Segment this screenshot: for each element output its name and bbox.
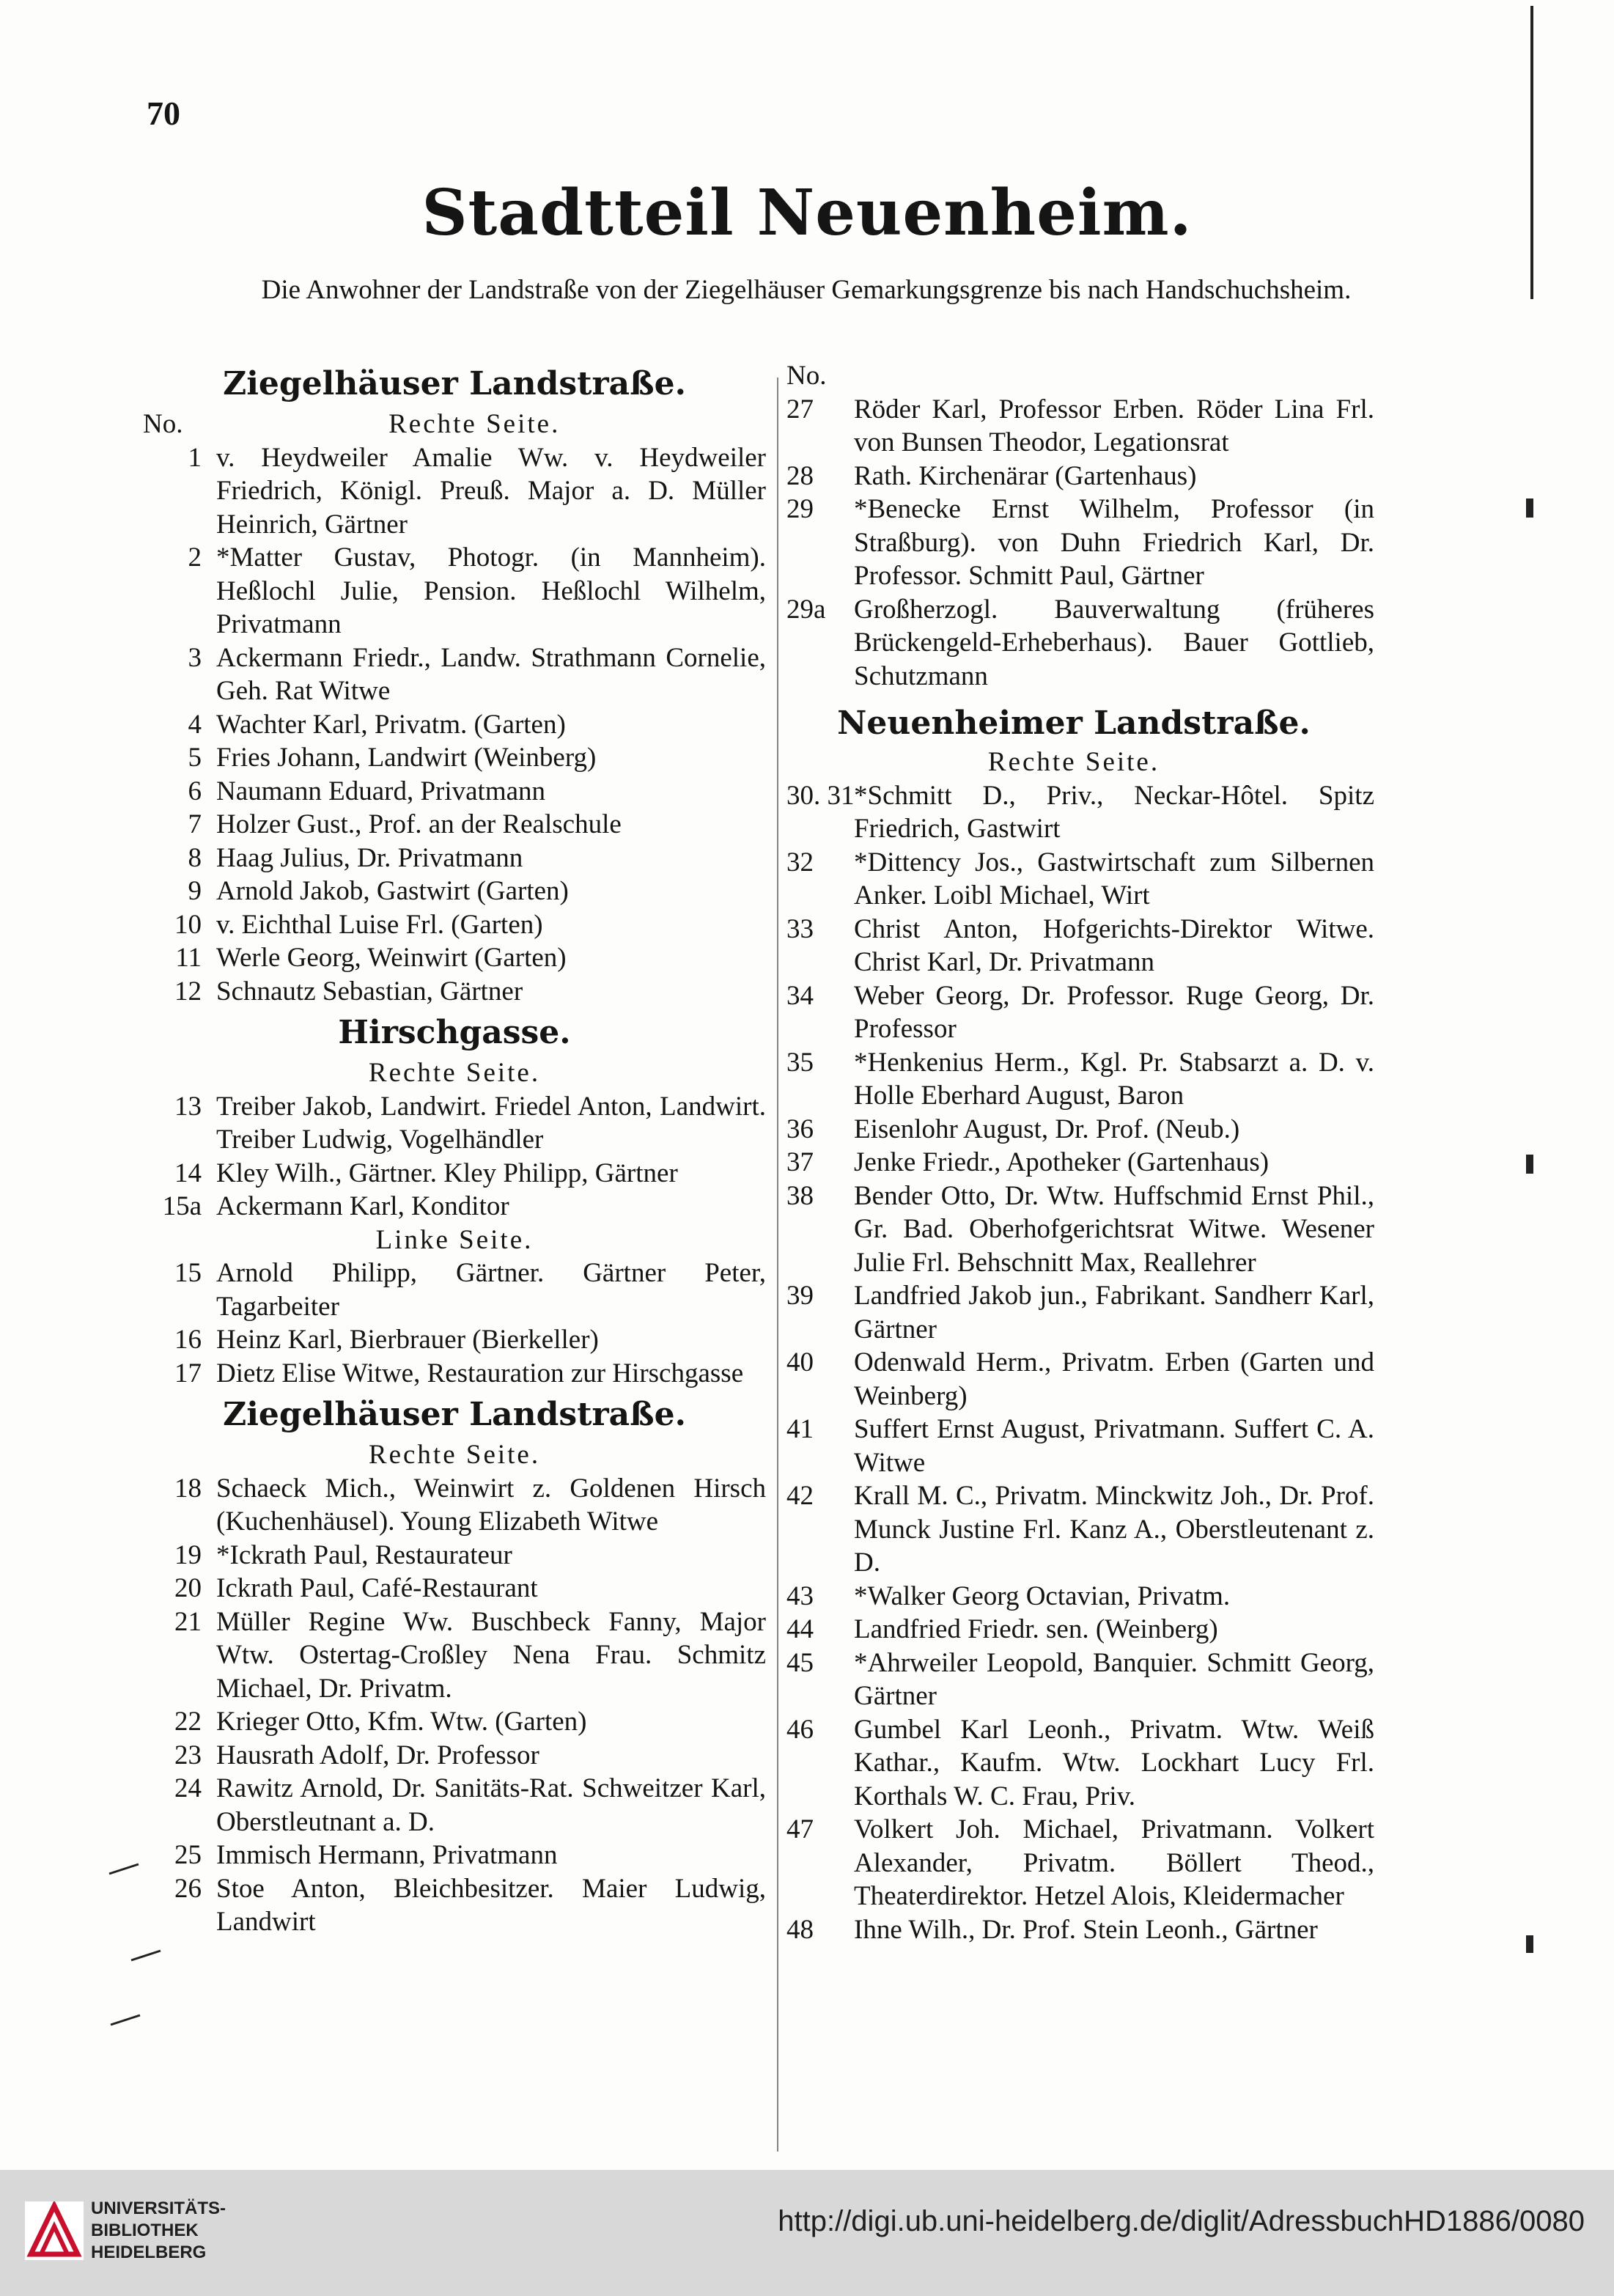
list-item xyxy=(773,1113,1374,1147)
list-item xyxy=(773,593,1374,693)
list-item xyxy=(143,1772,766,1839)
list-item xyxy=(773,913,1374,979)
list-item xyxy=(773,779,1374,846)
list-item xyxy=(773,1046,1374,1113)
house-number: 30. 31 xyxy=(786,780,855,811)
library-name-line: BIBLIOTHEK xyxy=(91,2220,199,2240)
resident-text: Odenwald Herm., Privatm. Erben (Garten und Weinberg) xyxy=(854,1347,1374,1411)
resident-text: Bender Otto, Dr. Wtw. Huffschmid Ernst Phil., Gr. Bad. Oberhofgerichtsrat Witwe. Wesener Julie Frl. Behschnitt Max, Reallehrer xyxy=(854,1180,1374,1278)
list-item xyxy=(773,1346,1374,1413)
resident-text: Röder Karl, Professor Erben. Röder Lina Frl. von Bunsen Theodor, Legationsrat xyxy=(854,394,1374,457)
list-item xyxy=(143,1090,766,1157)
list-item xyxy=(143,708,766,742)
resident-text: Suffert Ernst August, Privatmann. Suffert C. A. Witwe xyxy=(854,1414,1374,1478)
house-number: 29 xyxy=(786,494,814,524)
resident-text: Holzer Gust., Prof. an der Realschule xyxy=(216,809,622,839)
house-number: 6 xyxy=(188,776,202,806)
library-name xyxy=(91,2198,226,2264)
section-header: Ziegelhäuser Landstraße. xyxy=(223,1396,686,1433)
house-number: 2 xyxy=(188,542,202,573)
house-number: 22 xyxy=(174,1707,202,1737)
house-number: 13 xyxy=(174,1091,202,1122)
library-name-line: UNIVERSITÄTS- xyxy=(91,2199,226,2218)
house-number: 43 xyxy=(786,1581,814,1611)
resident-text: Arnold Jakob, Gastwirt (Garten) xyxy=(216,876,569,906)
resident-text: Arnold Philipp, Gärtner. Gärtner Peter, Tagarbeiter xyxy=(216,1258,766,1322)
house-number: 26 xyxy=(174,1873,202,1904)
list-item xyxy=(143,641,766,708)
house-number: 23 xyxy=(174,1740,202,1770)
list-item xyxy=(143,741,766,775)
list-item xyxy=(143,1157,766,1191)
resident-text: *Ickrath Paul, Restaurateur xyxy=(216,1539,512,1570)
house-number: 44 xyxy=(786,1614,814,1644)
edge-mark xyxy=(1526,1935,1533,1953)
house-number: 25 xyxy=(174,1840,202,1870)
resident-text: *Benecke Ernst Wilhelm, Professor (in Straßburg). von Duhn Friedrich Karl, Dr. Professor. Schmitt Paul, Gärtner xyxy=(854,494,1374,591)
resident-text: Volkert Joh. Michael, Privatmann. Volkert Alexander, Privatm. Böllert Theod., Theaterdirektor. Hetzel Alois, Kleidermacher xyxy=(854,1814,1374,1911)
house-number: 47 xyxy=(786,1814,814,1844)
house-number: 38 xyxy=(786,1180,814,1211)
resident-text: Krieger Otto, Kfm. Wtw. (Garten) xyxy=(216,1707,587,1737)
resident-text: Naumann Eduard, Privatmann xyxy=(216,776,546,806)
house-number: 4 xyxy=(188,709,202,740)
list-item xyxy=(143,541,766,641)
house-number: 35 xyxy=(786,1047,814,1078)
resident-text: Kley Wilh., Gärtner. Kley Philipp, Gärtner xyxy=(216,1158,678,1188)
house-number: 3 xyxy=(188,642,202,673)
resident-text: Heinz Karl, Bierbrauer (Bierkeller) xyxy=(216,1325,599,1355)
entry-list xyxy=(143,441,766,1009)
list-item xyxy=(143,1539,766,1572)
list-item xyxy=(143,908,766,942)
page-title: Stadtteil Neuenheim. xyxy=(421,176,1193,250)
house-number: 19 xyxy=(174,1539,202,1570)
resident-text: *Henkenius Herm., Kgl. Pr. Stabsarzt a. D. v. Holle Eberhard August, Baron xyxy=(854,1047,1374,1111)
house-number: 11 xyxy=(175,943,202,973)
house-number: 24 xyxy=(174,1773,202,1803)
house-number: 20 xyxy=(174,1573,202,1603)
house-number: 10 xyxy=(174,909,202,940)
list-item xyxy=(773,393,1374,460)
list-item xyxy=(143,875,766,908)
no-label: No. xyxy=(143,409,183,439)
resident-text: Ickrath Paul, Café-Restaurant xyxy=(216,1573,538,1603)
house-number: 15 xyxy=(174,1258,202,1288)
list-item xyxy=(143,1472,766,1539)
resident-text: Landfried Friedr. sen. (Weinberg) xyxy=(854,1614,1218,1644)
list-item xyxy=(143,1872,766,1939)
entry-list xyxy=(773,393,1374,693)
resident-text: v. Heydweiler Amalie Ww. v. Heydweiler Friedrich, Königl. Preuß. Major a. D. Müller Heinrich, Gärtner xyxy=(216,442,766,540)
house-number: 34 xyxy=(786,980,814,1011)
resident-text: *Matter Gustav, Photogr. (in Mannheim). Heßlochl Julie, Pension. Heßlochl Wilhelm, Privatmann xyxy=(216,542,766,639)
left-column xyxy=(143,359,766,1939)
house-number: 12 xyxy=(174,976,202,1007)
resident-text: *Dittency Jos., Gastwirtschaft zum Silbernen Anker. Loibl Michael, Wirt xyxy=(854,847,1374,910)
resident-text: Fries Johann, Landwirt (Weinberg) xyxy=(216,743,597,773)
list-item xyxy=(143,1357,766,1391)
resident-text: Schnautz Sebastian, Gärtner xyxy=(216,976,523,1007)
house-number: 46 xyxy=(786,1714,814,1745)
resident-text: Gumbel Karl Leonh., Privatm. Wtw. Weiß Kathar., Kaufm. Wtw. Lockhart Lucy Frl. Korthals W. C. Frau, Priv. xyxy=(854,1714,1374,1811)
list-item xyxy=(143,808,766,842)
list-item xyxy=(773,846,1374,913)
house-number: 1 xyxy=(188,442,202,473)
house-number: 29a xyxy=(786,594,826,625)
list-item xyxy=(773,1646,1374,1713)
resident-text: Wachter Karl, Privatm. (Garten) xyxy=(216,709,566,740)
list-item xyxy=(773,1813,1374,1913)
page-number: 70 xyxy=(147,95,180,132)
list-item xyxy=(773,1279,1374,1346)
resident-text: Weber Georg, Dr. Professor. Ruge Georg, Dr. Professor xyxy=(854,980,1374,1044)
side-label: Rechte Seite. xyxy=(368,1058,541,1088)
list-item xyxy=(143,775,766,809)
list-item xyxy=(143,1705,766,1739)
list-item xyxy=(143,1323,766,1357)
resident-text: Werle Georg, Weinwirt (Garten) xyxy=(216,943,567,973)
list-item xyxy=(773,1146,1374,1180)
resident-text: Müller Regine Ww. Buschbeck Fanny, Major Wtw. Ostertag-Croßley Nena Frau. Schmitz Michael, Dr. Privatm. xyxy=(216,1606,766,1704)
column-header-row xyxy=(143,408,766,441)
list-item xyxy=(773,1613,1374,1646)
list-item xyxy=(773,979,1374,1046)
list-item xyxy=(143,1739,766,1773)
list-item xyxy=(143,941,766,975)
resident-text: Krall M. C., Privatm. Minckwitz Joh., Dr. Prof. Munck Justine Frl. Kanz A., Oberstleutenant z. D. xyxy=(854,1481,1374,1578)
edge-mark xyxy=(1530,6,1533,299)
edge-mark xyxy=(1526,1155,1533,1174)
house-number: 7 xyxy=(188,809,202,839)
resident-text: Landfried Jakob jun., Fabrikant. Sandherr Karl, Gärtner xyxy=(854,1281,1374,1344)
house-number: 15a xyxy=(162,1191,202,1221)
section-header: Hirschgasse. xyxy=(338,1014,571,1051)
resident-text: Haag Julius, Dr. Privatmann xyxy=(216,842,523,873)
list-item xyxy=(773,460,1374,493)
entry-list xyxy=(143,1256,766,1390)
resident-text: Jenke Friedr., Apotheker (Gartenhaus) xyxy=(854,1147,1270,1177)
house-number: 45 xyxy=(786,1647,814,1678)
house-number: 18 xyxy=(174,1473,202,1504)
house-number: 21 xyxy=(174,1606,202,1637)
no-label: No. xyxy=(786,361,827,391)
house-number: 14 xyxy=(174,1158,202,1188)
resident-text: Ackermann Friedr., Landw. Strathmann Cornelie, Geh. Rat Witwe xyxy=(216,642,766,706)
resident-text: Hausrath Adolf, Dr. Professor xyxy=(216,1740,539,1770)
edge-mark xyxy=(1526,498,1533,518)
house-number: 41 xyxy=(786,1414,814,1444)
house-number: 8 xyxy=(188,842,202,873)
side-label: Rechte Seite. xyxy=(388,409,561,439)
house-number: 40 xyxy=(786,1347,814,1377)
resident-text: Christ Anton, Hofgerichts-Direktor Witwe. Christ Karl, Dr. Privatmann xyxy=(854,913,1374,977)
house-number: 39 xyxy=(786,1281,814,1311)
side-label: Rechte Seite. xyxy=(368,1440,541,1470)
resident-text: Großherzogl. Bauverwaltung (früheres Brückengeld-Erheberhaus). Bauer Gottlieb, Schutzmann xyxy=(854,594,1374,691)
list-item xyxy=(143,1256,766,1323)
list-item xyxy=(773,1713,1374,1814)
entry-list xyxy=(773,779,1374,1947)
list-item xyxy=(773,1479,1374,1580)
resident-text: *Ahrweiler Leopold, Banquier. Schmitt Georg, Gärtner xyxy=(854,1647,1374,1711)
list-item xyxy=(143,1572,766,1605)
house-number: 37 xyxy=(786,1147,814,1177)
list-item xyxy=(143,441,766,542)
house-number: 27 xyxy=(786,394,814,424)
resident-text: Rath. Kirchenärar (Gartenhaus) xyxy=(854,460,1197,491)
list-item xyxy=(773,1580,1374,1614)
list-item xyxy=(143,1605,766,1706)
side-label: Linke Seite. xyxy=(375,1224,534,1255)
resident-text: v. Eichthal Luise Frl. (Garten) xyxy=(216,909,543,940)
house-number: 42 xyxy=(786,1481,814,1511)
page-subtitle: Die Anwohner der Landstraße von der Ziegelhäuser Gemarkungsgrenze bis nach Handschuchsheim. xyxy=(261,275,1352,305)
resident-text: Rawitz Arnold, Dr. Sanitäts-Rat. Schweitzer Karl, Oberstleutnant a. D. xyxy=(216,1773,766,1837)
resident-text: Schaeck Mich., Weinwirt z. Goldenen Hirsch (Kuchenhäusel). Young Elizabeth Witwe xyxy=(216,1473,766,1537)
house-number: 32 xyxy=(786,847,814,877)
house-number: 17 xyxy=(174,1358,202,1388)
resident-text: *Schmitt D., Priv., Neckar-Hôtel. Spitz Friedrich, Gastwirt xyxy=(854,780,1374,844)
entry-list xyxy=(143,1090,766,1224)
house-number: 5 xyxy=(188,743,202,773)
list-item xyxy=(143,975,766,1009)
resident-text: Stoe Anton, Bleichbesitzer. Maier Ludwig, Landwirt xyxy=(216,1873,766,1937)
list-item xyxy=(773,1913,1374,1947)
resident-text: Eisenlohr August, Dr. Prof. (Neub.) xyxy=(854,1114,1240,1144)
section-header: Neuenheimer Landstraße. xyxy=(837,704,1311,742)
resident-text: Ackermann Karl, Konditor xyxy=(216,1191,509,1221)
house-number: 16 xyxy=(174,1325,202,1355)
entry-list xyxy=(143,1472,766,1939)
house-number: 9 xyxy=(188,876,202,906)
resident-text: *Walker Georg Octavian, Privatm. xyxy=(854,1581,1231,1611)
source-url-link[interactable]: http://digi.ub.uni-heidelberg.de/diglit/AdressbuchHD1886/0080 xyxy=(778,2205,1585,2237)
right-column xyxy=(773,359,1374,1946)
resident-text: Immisch Hermann, Privatmann xyxy=(216,1840,558,1870)
section-header: Ziegelhäuser Landstraße. xyxy=(223,365,686,402)
resident-text: Treiber Jakob, Landwirt. Friedel Anton, Landwirt. Treiber Ludwig, Vogelhändler xyxy=(216,1091,766,1155)
library-name-line: HEIDELBERG xyxy=(91,2242,207,2262)
list-item xyxy=(773,493,1374,593)
library-logo-icon xyxy=(25,2201,84,2260)
house-number: 28 xyxy=(786,460,814,491)
list-item xyxy=(143,1839,766,1872)
list-item xyxy=(773,1413,1374,1479)
list-item xyxy=(143,842,766,875)
house-number: 48 xyxy=(786,1914,814,1945)
side-label: Rechte Seite. xyxy=(987,747,1160,777)
resident-text: Dietz Elise Witwe, Restauration zur Hirschgasse xyxy=(216,1358,744,1388)
house-number: 33 xyxy=(786,913,814,944)
resident-text: Ihne Wilh., Dr. Prof. Stein Leonh., Gärtner xyxy=(854,1914,1318,1945)
list-item xyxy=(773,1180,1374,1280)
house-number: 36 xyxy=(786,1114,814,1144)
list-item xyxy=(143,1190,766,1224)
